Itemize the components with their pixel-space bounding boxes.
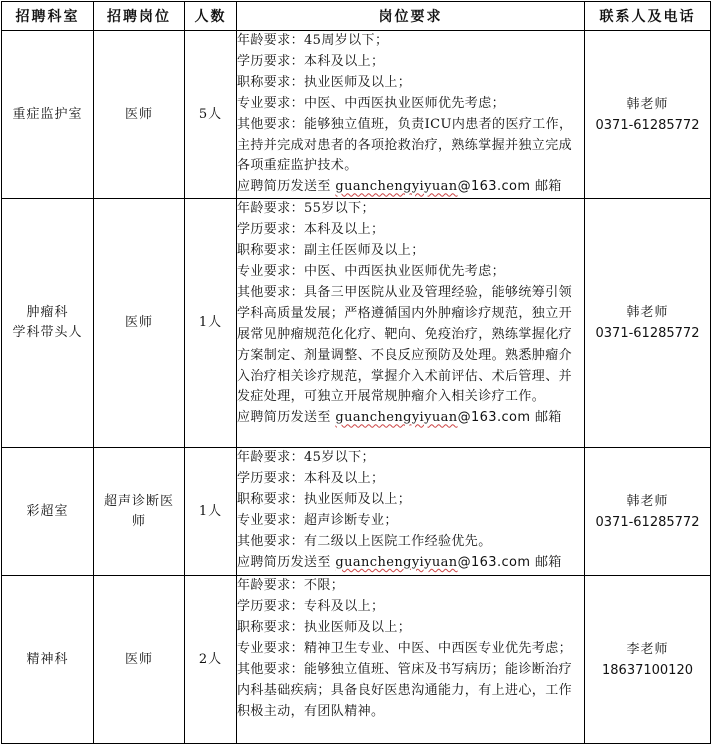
req-title: 职称要求：执业医师及以上； [237,492,412,508]
position-cell: 医师 [94,31,185,199]
req-major: 专业要求：中医、中西医执业医师优先考虑； [237,263,506,279]
req-other: 其他要求：能够独立值班、管床及书写病历；能诊断治疗内科基础疾病；具备良好医患沟通能力，有上进心，工作积极主动，有团队精神。 [237,661,573,719]
position-line: 师 [131,513,146,529]
header-dept: 招聘科室 [2,2,94,31]
req-age: 年龄要求：45周岁以下； [237,33,389,48]
table-row [2,199,711,448]
header-position: 招聘岗位 [94,2,185,31]
contact-cell [585,31,711,199]
contact-phone: 0371-61285772 [595,326,700,342]
email-line [237,553,584,574]
dept-cell: 彩超室 [2,448,94,576]
requirements-cell [237,448,585,576]
table-row [2,31,711,199]
position-line: 超声诊断医 [103,493,174,509]
req-age: 年龄要求：不限； [237,578,345,594]
requirements-cell [237,576,585,744]
email-user[interactable]: guanchengyiyuan [335,410,458,426]
email-user[interactable]: guanchengyiyuan [335,554,458,570]
table-row [2,448,711,576]
position-cell: 医师 [94,199,185,448]
position-cell [94,448,185,576]
email-domain[interactable]: @163.com [457,410,531,426]
email-line [237,408,584,429]
req-education: 学历要求：本科及以上； [237,222,385,238]
contact-name: 韩老师 [626,493,669,509]
count-cell: 5人 [185,31,237,199]
email-domain[interactable]: @163.com [457,179,531,195]
count-cell: 2人 [185,576,237,744]
req-title: 职称要求：执业医师及以上； [237,620,412,636]
header-requirements: 岗位要求 [237,2,585,31]
email-suffix: 邮箱 [535,554,562,570]
contact-phone: 0371-61285772 [595,514,700,530]
email-domain[interactable]: @163.com [457,554,531,570]
count-cell: 1人 [185,199,237,448]
contact-cell [585,448,711,576]
req-other: 其他要求：有二级以上医院工作经验优先。 [237,533,492,549]
header-row [2,2,711,31]
contact-cell [585,576,711,744]
email-prefix: 应聘简历发送至 [237,179,331,195]
req-education: 学历要求：本科及以上； [237,53,385,69]
email-user[interactable]: guanchengyiyuan [335,179,458,195]
email-suffix: 邮箱 [535,179,562,195]
contact-name: 韩老师 [626,305,669,321]
position-cell: 医师 [94,576,185,744]
email-prefix: 应聘简历发送至 [237,410,331,426]
dept-cell: 重症监护室 [2,31,94,199]
req-major: 专业要求：精神卫生专业、中医、中西医专业优先考虑； [237,640,573,656]
email-suffix: 邮箱 [535,410,562,426]
req-other: 其他要求：具备三甲医院从业及管理经验，能够统筹引领学科高质量发展；严格遵循国内外肿瘤诊疗规范，独立开展常见肿瘤规范化化疗、靶向、免疫治疗，熟练掌握化疗方案制定、剂量调整、不良反应预防及处理。熟悉肿瘤介入治疗相关诊疗规范，掌握介入术前评估、术后管理、并发症处理，可独立开展常规肿瘤介入相关诊疗工作。 [237,284,573,405]
email-line [237,177,584,198]
requirements-cell [237,199,585,448]
req-title: 职称要求：执业医师及以上； [237,74,412,90]
requirements-cell [237,31,585,199]
contact-name: 李老师 [626,641,669,657]
contact-phone: 18637100120 [602,662,693,678]
req-age: 年龄要求：45岁以下； [237,450,375,466]
contact-cell [585,199,711,448]
req-education: 学历要求：本科及以上； [237,471,385,487]
req-title: 职称要求：副主任医师及以上； [237,243,425,259]
dept-cell [2,199,94,448]
header-count: 人数 [185,2,237,31]
header-contact: 联系人及电话 [585,2,711,31]
recruitment-table [1,1,711,744]
email-prefix: 应聘简历发送至 [237,554,331,570]
table-row [2,576,711,744]
req-major: 专业要求：中医、中西医执业医师优先考虑； [237,95,506,111]
req-education: 学历要求：专科及以上； [237,599,385,615]
count-cell: 1人 [185,448,237,576]
req-age: 年龄要求：55岁以下； [237,201,375,217]
contact-phone: 0371-61285772 [595,117,700,133]
dept-line: 肿瘤科 [26,305,69,321]
dept-cell: 精神科 [2,576,94,744]
req-other: 其他要求：能够独立值班，负责ICU内患者的医疗工作，主持并完成对患者的各项抢救治疗，熟练掌握并独立完成各项重症监护技术。 [237,116,573,174]
dept-line: 学科带头人 [12,325,83,341]
req-major: 专业要求：超声诊断专业； [237,512,398,528]
contact-name: 韩老师 [626,96,669,112]
